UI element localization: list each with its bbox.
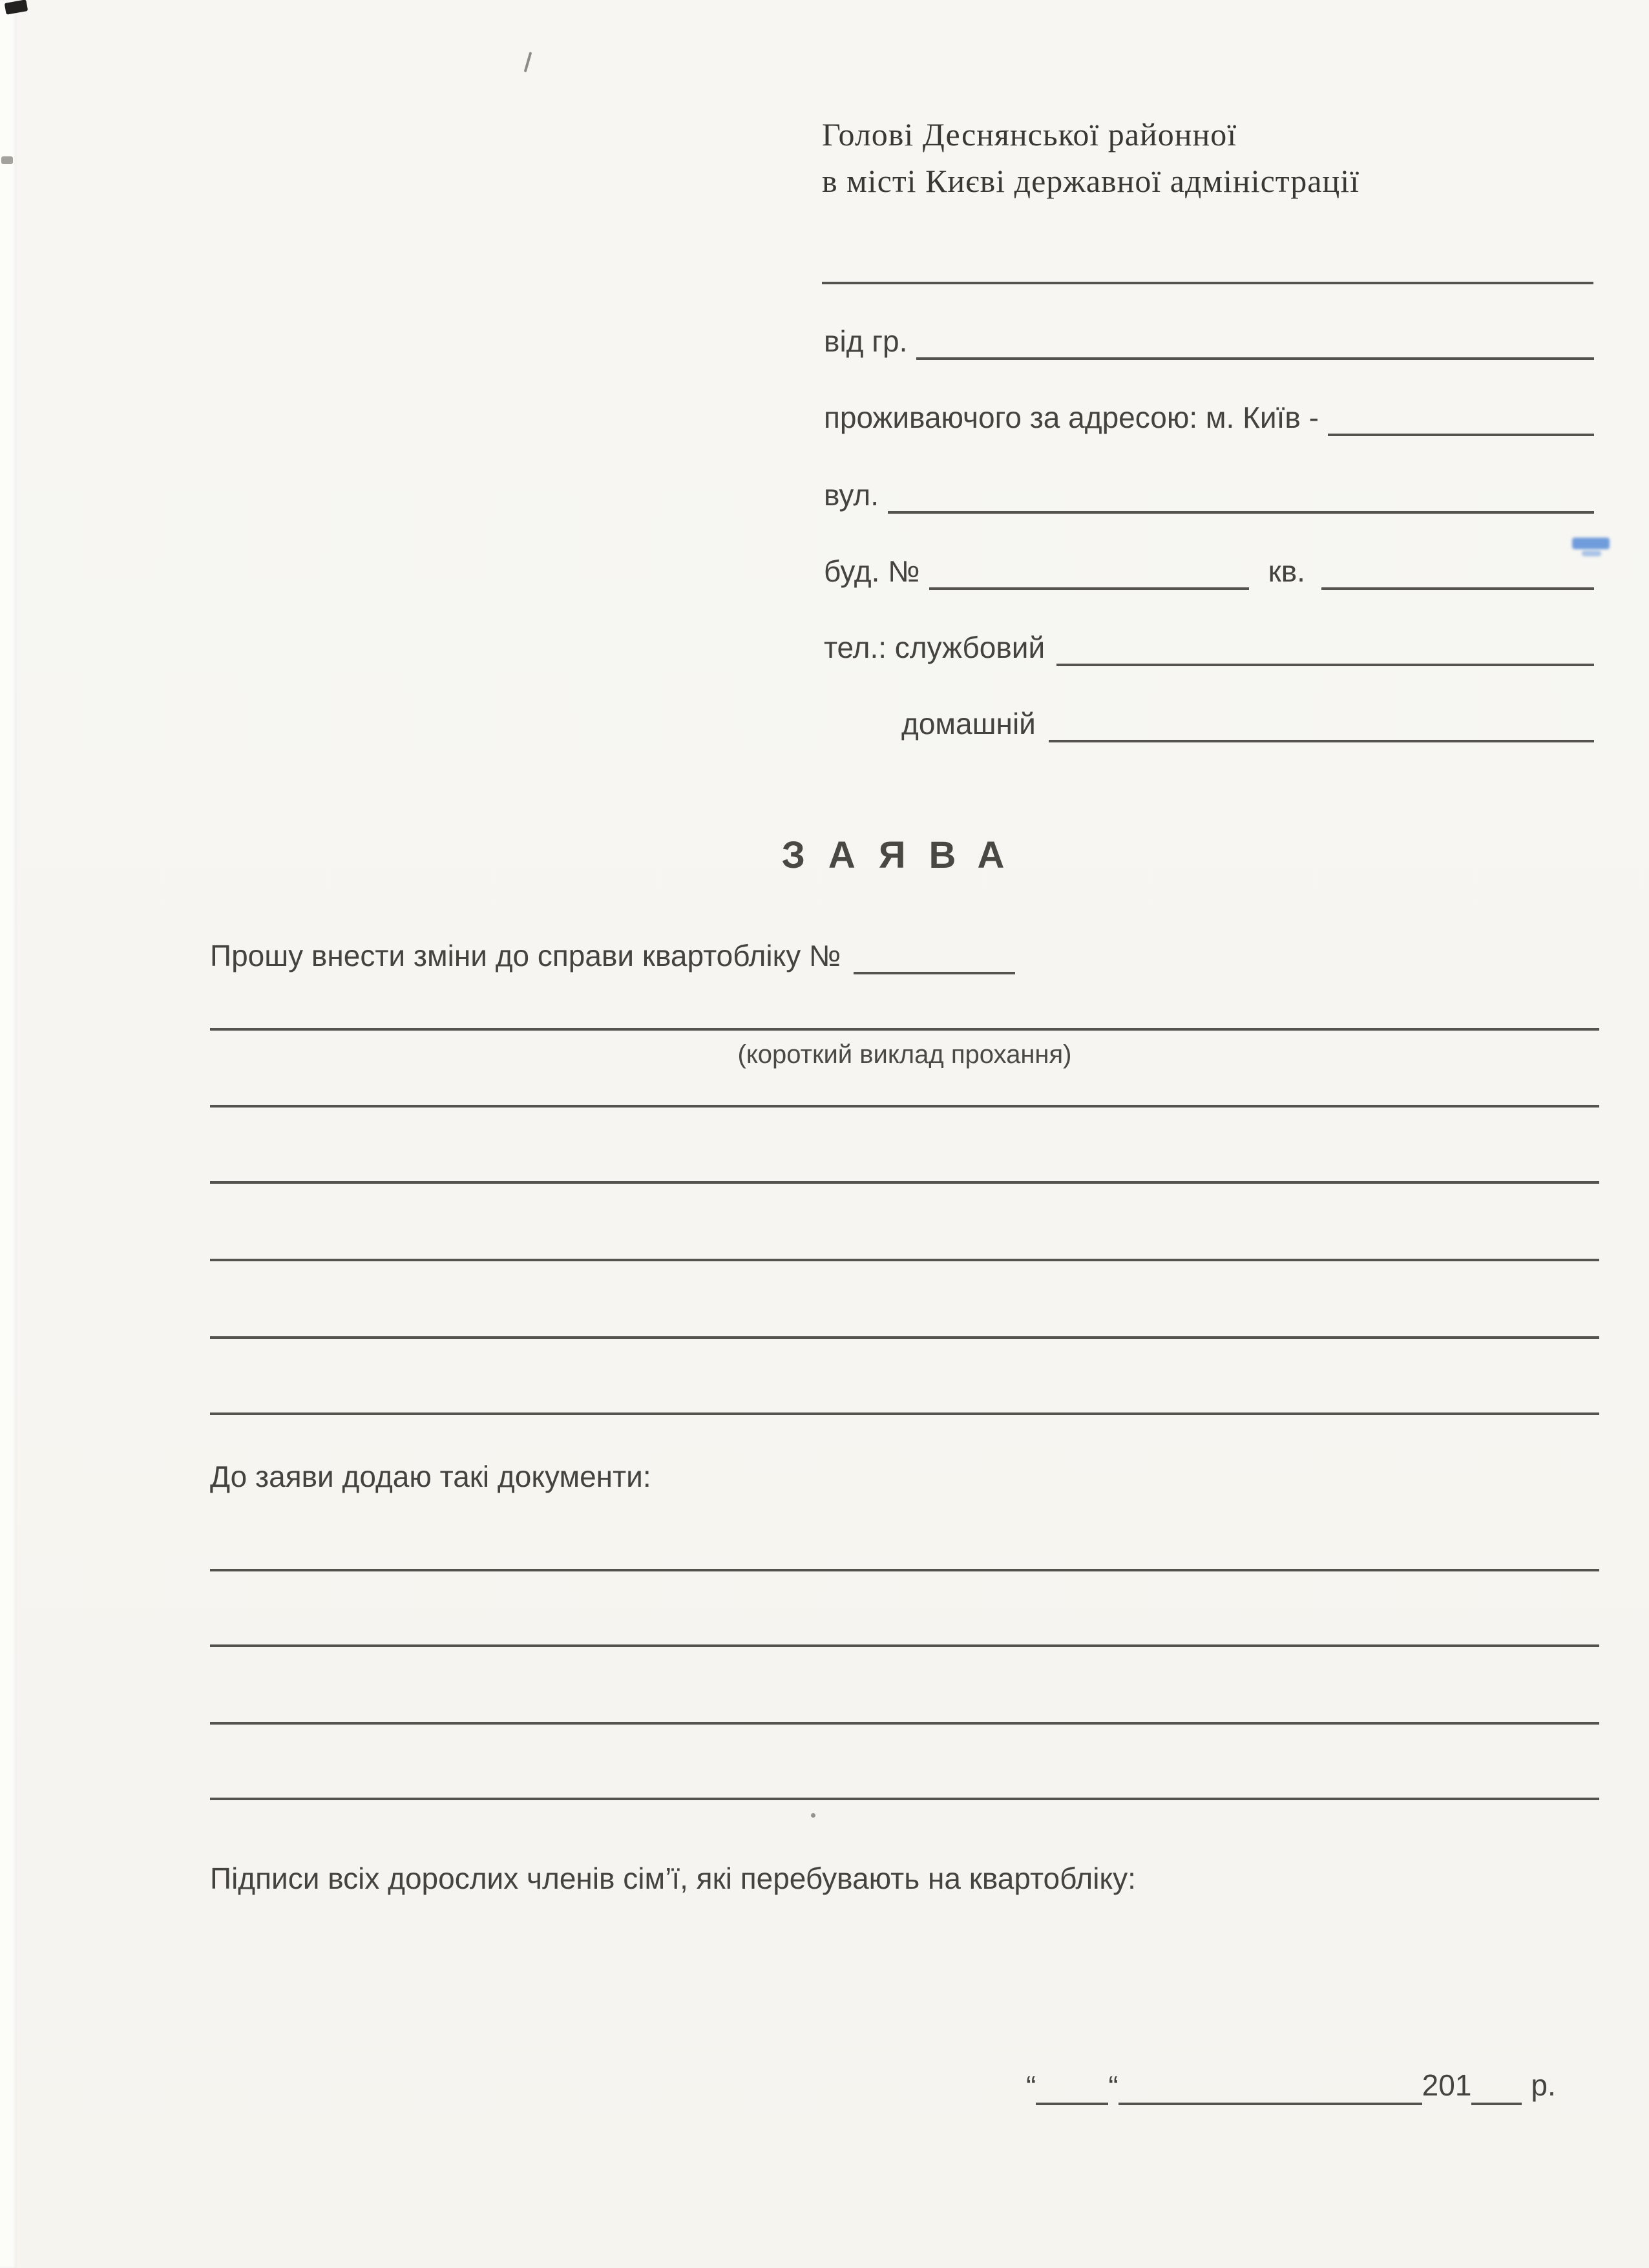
address-blank-line	[1328, 396, 1594, 436]
scanner-edge-strip	[0, 0, 17, 2268]
address-label: проживаючого за адресою: м. Київ -	[824, 401, 1319, 434]
request-ruled-line-3	[210, 1181, 1599, 1184]
request-label: Прошу внести зміни до справи квартобліку №	[210, 939, 841, 972]
field-row-building	[824, 552, 1594, 590]
request-ruled-line-1	[210, 1028, 1599, 1031]
phone-work-label: тел.: службовий	[824, 631, 1045, 664]
from-blank-line	[916, 320, 1594, 360]
scan-tick-mark	[524, 52, 532, 72]
street-label: вул.	[824, 478, 879, 512]
attachments-heading: До заяви додаю такі документи:	[210, 1460, 651, 1493]
request-ruled-line-4	[210, 1259, 1599, 1261]
attachments-ruled-line-4	[210, 1798, 1599, 1800]
request-ruled-line-6	[210, 1412, 1599, 1415]
signatures-heading: Підписи всіх дорослих членів сім’ї, які перебувають на квартобліку:	[210, 1862, 1136, 1895]
phone-work-blank-line	[1056, 626, 1594, 666]
recipient-block	[822, 111, 1360, 204]
recipient-line2: в місті Києві державної адміністрації	[822, 163, 1360, 199]
case-number-blank-line	[854, 934, 1015, 974]
phone-home-label: домашній	[901, 707, 1036, 740]
apartment-label: кв.	[1268, 554, 1305, 588]
date-month-blank-line	[1119, 2065, 1422, 2105]
field-row-phone-work	[824, 629, 1594, 666]
date-year-blank-line	[1471, 2065, 1522, 2105]
request-ruled-line-5	[210, 1336, 1599, 1339]
recipient-line1: Голові Деснянської районної	[822, 116, 1237, 152]
attachments-ruled-line-3	[210, 1722, 1599, 1725]
building-label: буд. №	[824, 554, 920, 588]
scan-speck-left-edge	[1, 156, 13, 164]
field-row-street	[824, 476, 1594, 514]
field-row-address	[824, 399, 1594, 436]
attachments-ruled-line-2	[210, 1644, 1599, 1647]
request-ruled-line-2	[210, 1105, 1599, 1108]
attachments-ruled-line-1	[210, 1569, 1599, 1571]
from-label: від гр.	[824, 324, 908, 358]
request-hint: (короткий виклад прохання)	[737, 1040, 1072, 1069]
date-footer	[1026, 2068, 1556, 2105]
blue-pen-smudge	[1572, 538, 1610, 549]
building-blank-line	[929, 550, 1249, 590]
date-year-unit: р.	[1531, 2068, 1556, 2102]
date-day-blank-line	[1036, 2065, 1108, 2105]
street-blank-line	[888, 474, 1594, 514]
field-row-phone-home	[901, 705, 1594, 742]
date-open-quote: “	[1026, 2070, 1036, 2103]
recipient-name-blank-line	[822, 282, 1593, 284]
date-year-prefix: 201	[1422, 2068, 1472, 2102]
scan-speck-top-left	[5, 0, 28, 15]
phone-home-blank-line	[1049, 702, 1594, 742]
request-row	[210, 937, 1179, 974]
apartment-blank-line	[1321, 550, 1594, 590]
field-row-from	[824, 322, 1594, 360]
scan-dot	[811, 1813, 815, 1818]
date-close-quote: “	[1108, 2070, 1119, 2103]
document-title: ЗАЯВА	[781, 834, 1028, 876]
